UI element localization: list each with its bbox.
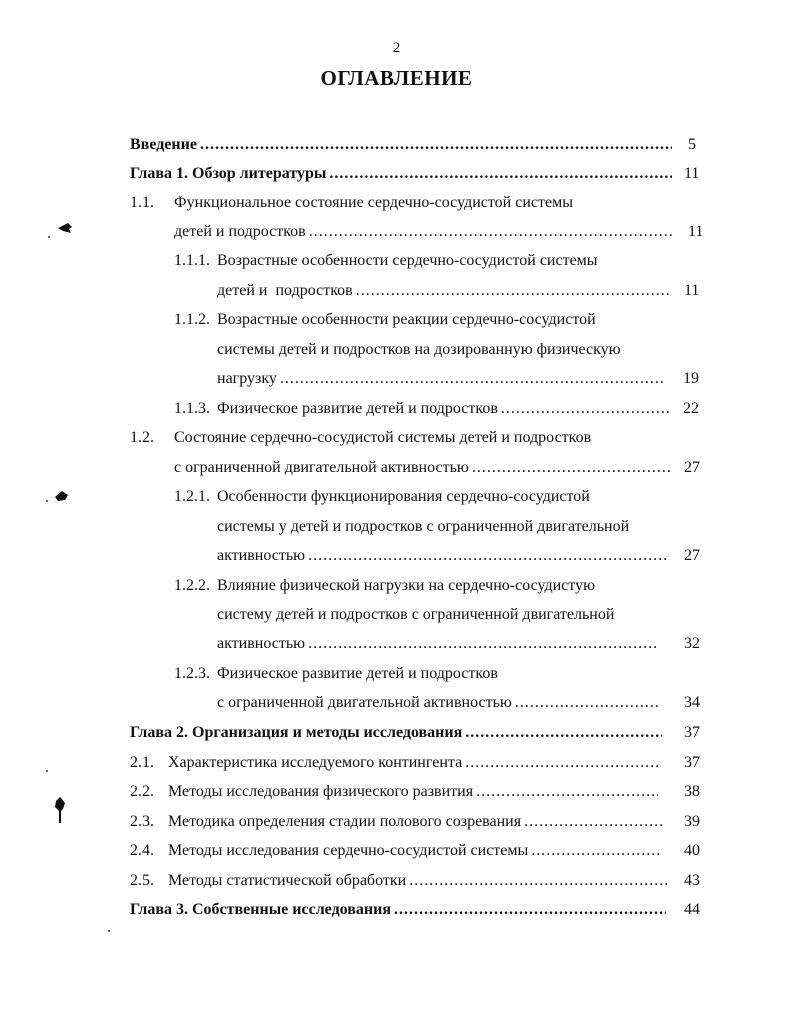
toc-entry-title[interactable] [168, 782, 658, 802]
toc-entry-title: Введение [130, 136, 197, 153]
toc-entry-intro[interactable] [130, 135, 672, 155]
toc-leader [280, 369, 666, 389]
toc-section-number: 1.1.3. [174, 400, 210, 417]
toc-entry-title[interactable] [217, 399, 672, 419]
toc-page-number: 11 [684, 282, 700, 299]
toc-leader [524, 812, 664, 832]
toc-leader [515, 693, 659, 713]
toc-entry-title[interactable] [168, 753, 660, 773]
toc-leader [200, 135, 672, 155]
toc-entry-continuation[interactable] [217, 634, 657, 654]
toc-entry-continuation[interactable] [217, 693, 659, 713]
toc-page-number: 34 [684, 694, 700, 711]
toc-leader [329, 164, 672, 184]
toc-section-number: 1.1.2. [174, 311, 210, 328]
toc-entry-title: Глава 1. Обзор литературы [130, 165, 327, 182]
toc-entry-title-cont: нагрузку [217, 370, 277, 387]
toc-page-number: 32 [684, 635, 700, 652]
toc-entry-continuation[interactable]: системы детей и подростков на дозированную физическую [217, 341, 621, 358]
toc-page-number: 38 [684, 783, 700, 800]
toc-section-number: 2.4. [130, 842, 154, 859]
scan-speck-icon [48, 236, 50, 238]
toc-leader [356, 281, 672, 301]
toc-entry-title-text: Методы исследования физического развития [168, 783, 474, 800]
toc-entry-title[interactable]: Влияние физической нагрузки на сердечно-сосудистую [217, 577, 596, 594]
scan-mark-icon [54, 220, 74, 236]
toc-page-number: 19 [683, 370, 699, 387]
toc-entry-chapter-3[interactable] [130, 900, 666, 920]
toc-entry-continuation[interactable] [174, 222, 674, 242]
toc-section-number: 2.5. [130, 872, 154, 889]
toc-entry-title-text: Методы исследования сердечно-сосудистой системы [168, 842, 529, 859]
toc-page-number: 5 [688, 136, 696, 153]
toc-page-number: 22 [683, 400, 699, 417]
toc-leader [309, 222, 674, 242]
scan-speck-icon [108, 930, 110, 932]
toc-leader [409, 871, 670, 891]
toc-page-number: 11 [684, 165, 700, 182]
toc-section-number: 2.3. [130, 813, 154, 830]
toc-entry-title[interactable]: Состояние сердечно-сосудистой системы детей и подростков [174, 429, 592, 446]
toc-leader [308, 546, 669, 566]
toc-section-number: 2.1. [130, 754, 154, 771]
toc-leader [465, 753, 660, 773]
toc-page-number: 40 [684, 842, 700, 859]
toc-page-number: 39 [684, 813, 700, 830]
scan-mark-icon [52, 795, 68, 825]
toc-section-number: 1.1. [130, 194, 154, 211]
toc-entry-continuation[interactable] [217, 546, 669, 566]
toc-entry-title-cont: активностью [217, 635, 306, 652]
toc-section-number: 1.2.3. [174, 665, 210, 682]
toc-page-number: 37 [684, 754, 700, 771]
toc-entry-continuation[interactable] [174, 458, 672, 478]
toc-section-number: 1.1.1. [174, 252, 210, 269]
page-title: ОГЛАВЛЕНИЕ [320, 66, 473, 90]
toc-entry-title-cont: детей и подростков [217, 282, 353, 299]
toc-entry-continuation[interactable] [217, 369, 666, 389]
toc-entry-continuation[interactable] [217, 281, 672, 301]
toc-section-number: 2.2. [130, 783, 154, 800]
toc-leader [472, 458, 672, 478]
toc-entry-title: Глава 3. Собственные исследования [130, 901, 391, 918]
toc-entry-title[interactable] [168, 871, 670, 891]
toc-section-number: 1.2.2. [174, 577, 210, 594]
toc-entry-title[interactable] [168, 841, 662, 861]
toc-entry-title-cont: активностью [217, 547, 306, 564]
toc-entry-chapter-1[interactable] [130, 164, 672, 184]
toc-entry-title[interactable] [168, 812, 664, 832]
toc-leader [501, 399, 672, 419]
toc-page-number: 27 [684, 459, 700, 476]
toc-entry-continuation[interactable]: системы у детей и подростков с ограниченной двигательной [217, 518, 630, 535]
toc-entry-title[interactable]: Возрастные особенности сердечно-сосудистой системы [217, 252, 598, 269]
toc-entry-title-text: Методы статистической обработки [168, 872, 407, 889]
toc-entry-title-text: Методика определения стадии полового созревания [168, 813, 522, 830]
toc-page-number: 11 [688, 223, 704, 240]
toc-entry-continuation[interactable]: систему детей и подростков с ограниченной двигательной [217, 606, 615, 623]
toc-entry-title[interactable]: Возрастные особенности реакции сердечно-сосудистой [217, 311, 596, 328]
toc-leader [394, 900, 666, 920]
toc-section-number: 1.2. [130, 429, 154, 446]
toc-entry-chapter-2[interactable] [130, 723, 662, 743]
toc-entry-title-text: Физическое развитие детей и подростков [217, 400, 498, 417]
toc-page-number: 43 [684, 872, 700, 889]
toc-page-number: 37 [684, 724, 700, 741]
toc-leader [531, 841, 662, 861]
toc-leader [476, 782, 658, 802]
toc-section-number: 1.2.1. [174, 488, 210, 505]
toc-leader [465, 723, 662, 743]
scan-speck-icon [46, 770, 48, 772]
toc-page-number: 44 [684, 901, 700, 918]
toc-entry-title-cont: с ограниченной двигательной активностью [217, 694, 512, 711]
toc-leader [308, 634, 657, 654]
toc-entry-title[interactable]: Функциональное состояние сердечно-сосудистой системы [174, 194, 573, 211]
toc-entry-title[interactable]: Особенности функционирования сердечно-сосудистой [217, 488, 590, 505]
scan-mark-icon [52, 488, 70, 504]
toc-page-number: 27 [684, 547, 700, 564]
toc-entry-title: Глава 2. Организация и методы исследования [130, 724, 463, 741]
toc-entry-title[interactable]: Физическое развитие детей и подростков [217, 665, 498, 682]
scan-speck-icon [46, 500, 48, 502]
page-number: 2 [392, 40, 401, 56]
toc-entry-title-text: Характеристика исследуемого контингента [168, 754, 463, 771]
toc-entry-title-cont: с ограниченной двигательной активностью [174, 459, 469, 476]
toc-entry-title-cont: детей и подростков [174, 223, 306, 240]
